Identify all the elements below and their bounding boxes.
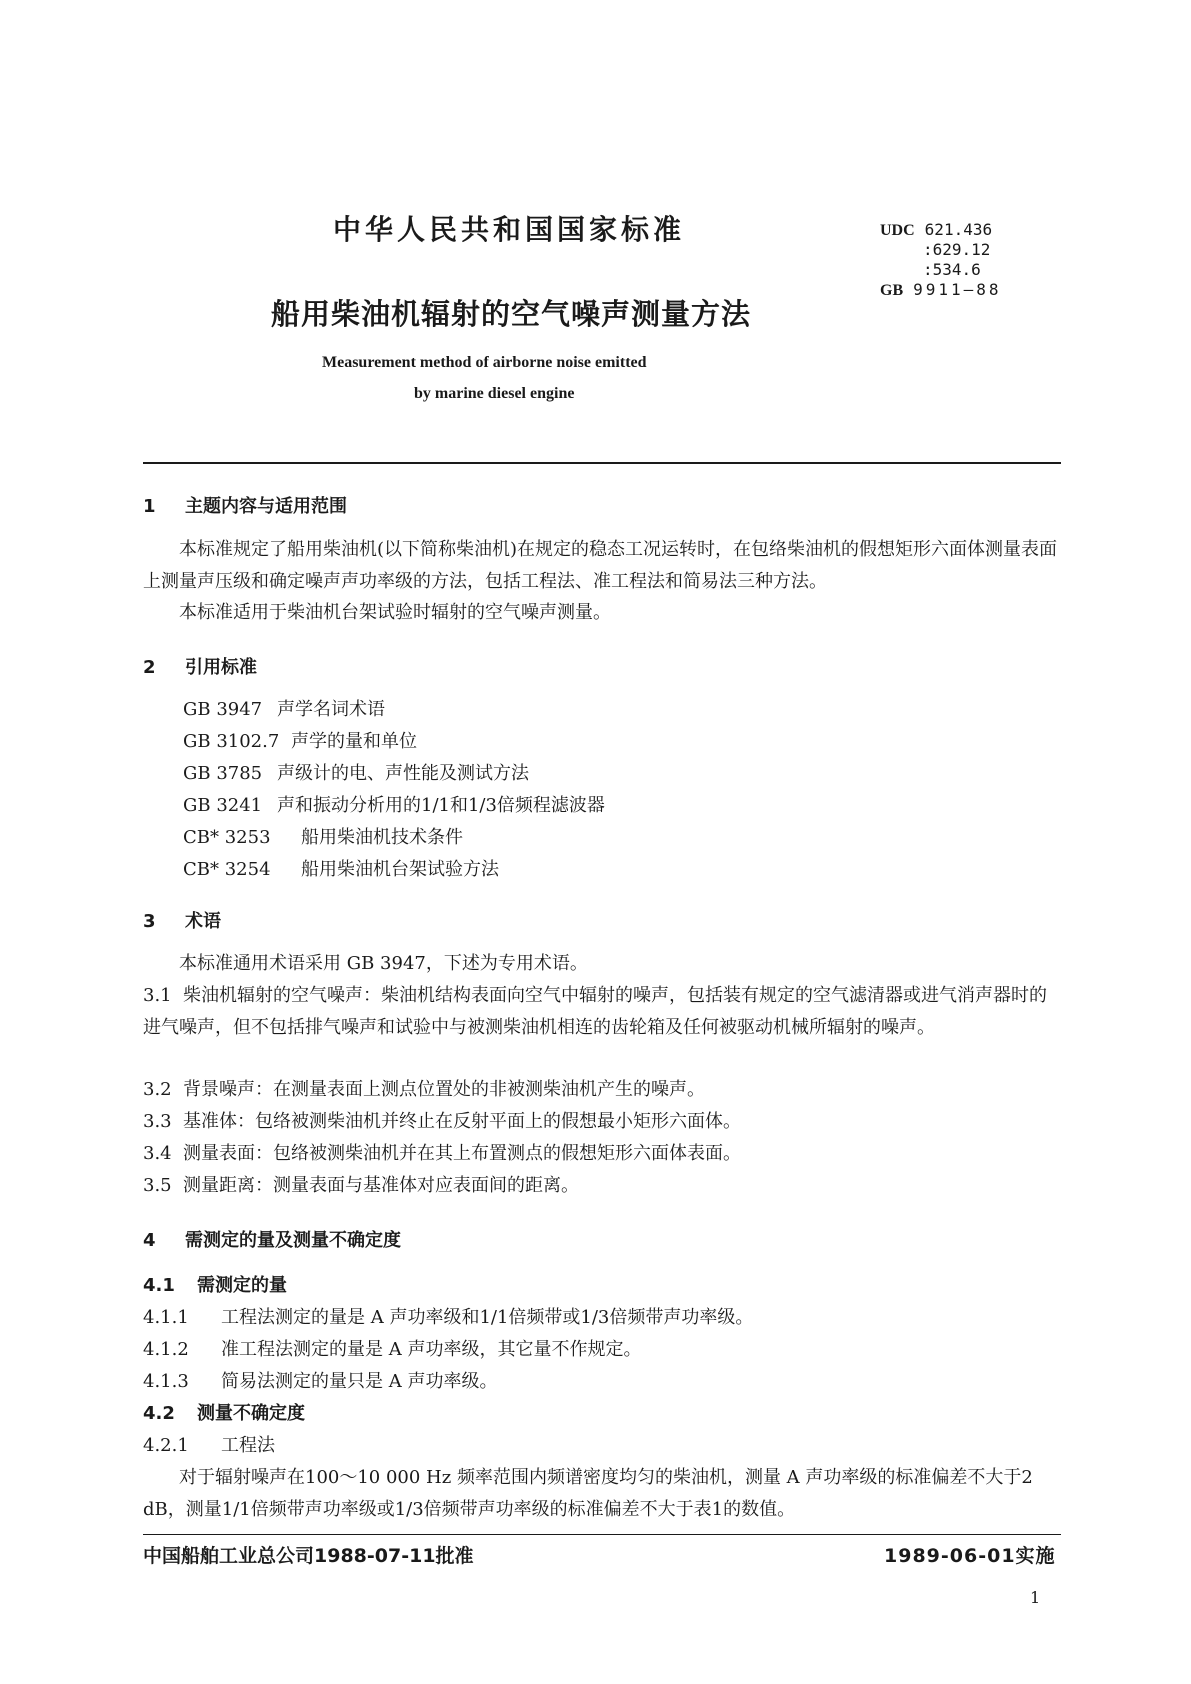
section-1-heading: 1 主题内容与适用范围: [143, 496, 347, 517]
item-4-2-1: 4.2.1 工程法: [143, 1435, 275, 1456]
section-1-para-1: 本标准规定了船用柴油机(以下简称柴油机)在规定的稳态工况运转时，在包络柴油机的假想矩形六面体测量表面上测量声压级和确定噪声声功率级的方法，包括工程法、准工程法和简易法三种方法。: [143, 539, 1058, 592]
gb-line: [880, 280, 1002, 301]
page-number: 1: [1030, 1588, 1041, 1607]
udc-code-3: :534.6: [923, 260, 981, 279]
item-4-1-3: 4.1.3 简易法测定的量只是 A 声功率级。: [143, 1371, 498, 1392]
udc-code-2: :629.12: [923, 240, 991, 259]
approval-line: 中国船舶工业总公司1988-07-11批准: [143, 1545, 474, 1567]
subsection-4-1: 4.1 需测定的量: [143, 1275, 287, 1296]
section-4-heading: 4 需测定的量及测量不确定度: [143, 1230, 401, 1251]
gb-number: 9911—88: [913, 280, 1002, 299]
reference-item: GB 3102.7 声学的量和单位: [183, 731, 417, 752]
section-1-para-2: 本标准适用于柴油机台架试验时辐射的空气噪声测量。: [179, 602, 611, 623]
term-3-2: 3.2 背景噪声：在测量表面上测点位置处的非被测柴油机产生的噪声。: [143, 1079, 705, 1100]
udc-label: UDC: [880, 222, 915, 239]
term-3-4: 3.4 测量表面：包络被测柴油机并在其上布置测点的假想矩形六面体表面。: [143, 1143, 741, 1164]
section-3-intro: 本标准通用术语采用 GB 3947，下述为专用术语。: [179, 953, 588, 974]
reference-item: GB 3785 声级计的电、声性能及测试方法: [183, 763, 529, 784]
udc-line1: [880, 220, 992, 241]
standard-title: 中华人民共和国国家标准: [333, 213, 686, 246]
subsection-4-2: 4.2 测量不确定度: [143, 1403, 305, 1424]
reference-item: GB 3947 声学名词术语: [183, 699, 385, 720]
section-2-heading: 2 引用标准: [143, 657, 257, 678]
reference-item: GB 3241 声和振动分析用的1/1和1/3倍频程滤波器: [183, 795, 605, 816]
header-rule: [143, 462, 1061, 464]
document-title-en-line2: by marine diesel engine: [414, 385, 575, 402]
term-3-5: 3.5 测量距离：测量表面与基准体对应表面间的距离。: [143, 1175, 579, 1196]
item-4-1-1: 4.1.1 工程法测定的量是 A 声功率级和1/1倍频带或1/3倍频带声功率级。: [143, 1307, 754, 1328]
item-4-2-1-text: 对于辐射噪声在100～10 000 Hz 频率范围内频谱密度均匀的柴油机，测量 A 声功率级的标准偏差不大于2 dB，测量1/1倍频带声功率级或1/3倍频带声功率级的标准偏差不大于表1的数值。: [143, 1467, 1033, 1520]
term-3-1-text: 柴油机辐射的空气噪声：柴油机结构表面向空气中辐射的噪声，包括装有规定的空气滤清器或进气消声器时的进气噪声，但不包括排气噪声和试验中与被测柴油机相连的齿轮箱及任何被驱动机械所辐射的噪声。: [143, 985, 1047, 1038]
footer-rule: [143, 1534, 1061, 1535]
term-3-1: [143, 980, 1061, 1044]
document-title-en-line1: Measurement method of airborne noise emitted: [322, 354, 647, 371]
term-3-3: 3.3 基准体：包络被测柴油机并终止在反射平面上的假想最小矩形六面体。: [143, 1111, 741, 1132]
item-4-1-2: 4.1.2 准工程法测定的量是 A 声功率级，其它量不作规定。: [143, 1339, 642, 1360]
udc-code-1: 621.436: [924, 220, 993, 239]
reference-item: CB* 3254 船用柴油机台架试验方法: [183, 859, 499, 880]
gb-label: GB: [880, 282, 904, 299]
term-3-1-number: 3.1: [143, 985, 172, 1006]
section-3-heading: 3 术语: [143, 911, 221, 932]
effective-date: 1989-06-01实施: [884, 1545, 1056, 1567]
document-title-cn: 船用柴油机辐射的空气噪声测量方法: [271, 297, 752, 331]
reference-item: CB* 3253 船用柴油机技术条件: [183, 827, 463, 848]
